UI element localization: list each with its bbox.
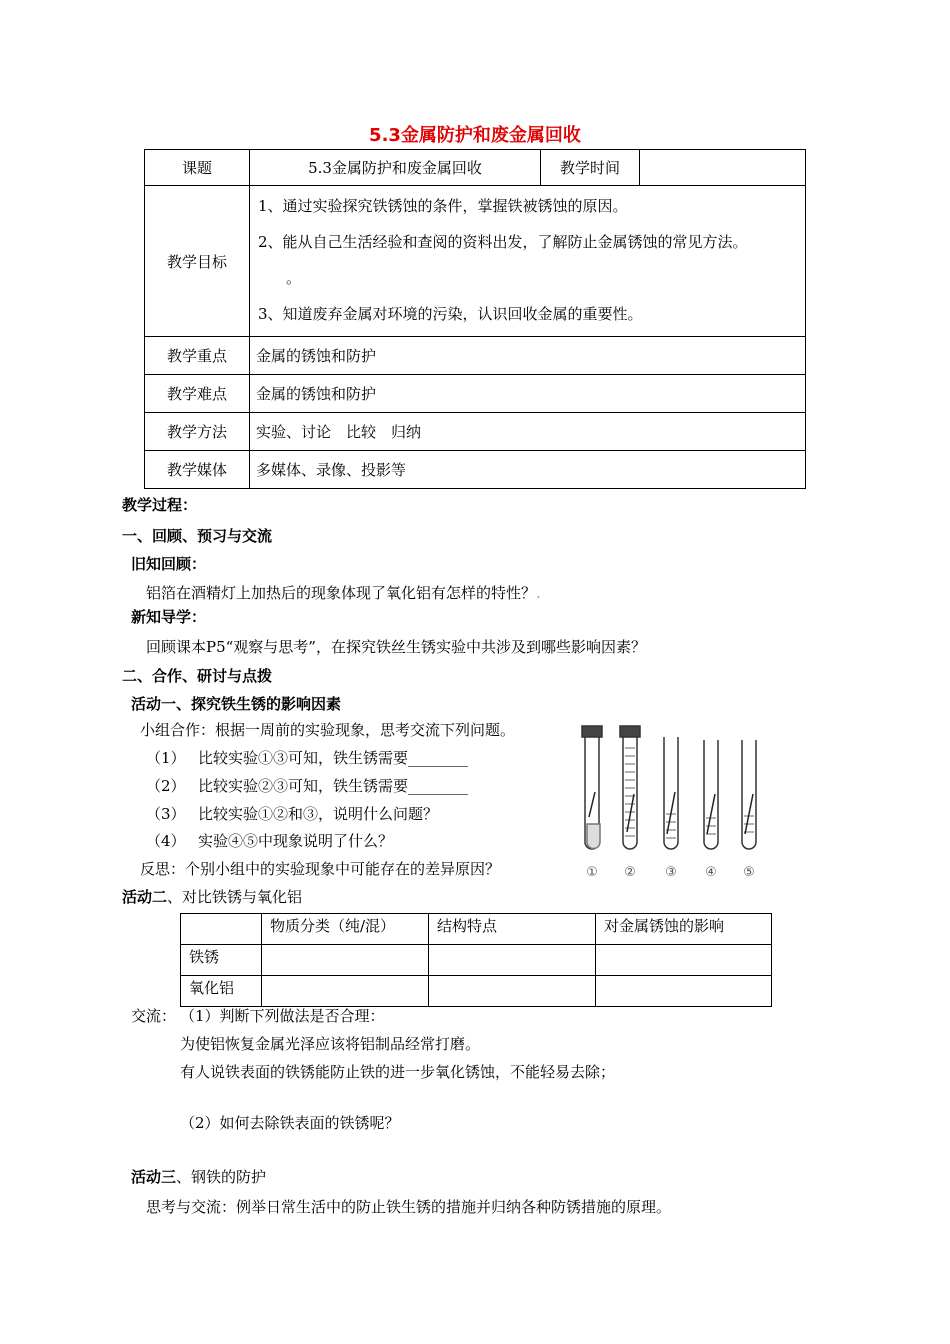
review-question (146, 582, 541, 603)
topic-label: 课题 (145, 150, 250, 186)
tube-label: ② (624, 865, 636, 880)
section-1-title: 一、回顾、预习与交流 (122, 527, 273, 545)
question-text: 比较实验②③可知，铁生锈需要________ (198, 777, 469, 795)
row-label: 铁锈 (181, 945, 262, 976)
iron-nail (707, 794, 715, 834)
activity-3-title-bold: 活动三 (131, 1168, 177, 1186)
iron-nail (667, 792, 675, 834)
row-value: 金属的锈蚀和防护 (250, 337, 806, 375)
comparison-table (180, 913, 772, 1007)
guide-title: 新知导学： (131, 608, 207, 626)
row-label: 教学媒体 (145, 451, 250, 489)
header-cell: 结构特点 (429, 914, 596, 945)
info-row-goals (145, 186, 806, 337)
page-title: 5.3金属防护和废金属回收 (369, 125, 581, 146)
test-tube-4 (704, 740, 718, 849)
water-lines (625, 748, 635, 836)
info-row (145, 413, 806, 451)
test-tube-2 (623, 737, 637, 849)
iron-nail (627, 794, 634, 832)
iron-nail (745, 794, 753, 834)
process-title: 教学过程： (122, 496, 198, 514)
question-text: 比较实验①②和③，说明什么问题？ (198, 805, 439, 823)
tube-label: ① (586, 865, 598, 880)
goal-item: 2、能从自己生活经验和查阅的资料出发，了解防止金属锈蚀的常见方法。 (258, 233, 748, 251)
header-cell (181, 914, 262, 945)
info-row (145, 451, 806, 489)
question-item (146, 775, 468, 796)
tube-label: ⑤ (743, 865, 755, 880)
iron-nail (589, 792, 595, 817)
tube-label: ④ (705, 865, 717, 880)
dot-mark: . (536, 584, 541, 602)
time-value (640, 150, 806, 186)
row-label: 氧化铝 (181, 976, 262, 1007)
activity-3-text: 思考与交流：例举日常生活中的防止铁生锈的措施并归纳各种防锈措施的原理。 (146, 1198, 672, 1216)
exchange-statement-a: 为使铝恢复金属光泽应该将铝制品经常打磨。 (180, 1035, 481, 1053)
cell (596, 976, 772, 1007)
review-title: 旧知回顾： (131, 555, 207, 573)
comparison-row (181, 945, 772, 976)
goal-item: 1、通过实验探究铁锈蚀的条件，掌握铁被锈蚀的原因。 (258, 197, 628, 215)
cell (596, 945, 772, 976)
row-label: 教学方法 (145, 413, 250, 451)
guide-question: 回顾课本P5“观察与思考”，在探究铁丝生锈实验中共涉及到哪些影响因素？ (146, 638, 646, 656)
drying-agent (587, 824, 600, 849)
activity-2-title-bold: 活动二 (122, 888, 168, 906)
row-label: 教学重点 (145, 337, 250, 375)
cell (262, 945, 429, 976)
goal-item: 。 (286, 269, 302, 287)
row-value: 金属的锈蚀和防护 (250, 375, 806, 413)
question-item (146, 747, 468, 768)
question-item (146, 803, 438, 824)
question-number: （1） (146, 749, 186, 767)
activity-3-title (131, 1166, 266, 1187)
activity-1-title (131, 693, 341, 714)
cell (262, 976, 429, 1007)
exchange-question-2: （2）如何去除铁表面的铁锈呢？ (180, 1114, 400, 1132)
test-tube-5 (742, 740, 756, 849)
question-number: （3） (146, 805, 186, 823)
reflection: 反思：个别小组中的实验现象中可能存在的差异原因？ (140, 860, 501, 878)
lesson-info-table (144, 149, 806, 489)
header-cell: 物质分类（纯/混） (262, 914, 429, 945)
section-2-title: 二、合作、研讨与点拨 (122, 667, 273, 685)
row-value: 多媒体、录像、投影等 (250, 451, 806, 489)
activity-1-intro: 小组合作：根据一周前的实验现象，思考交流下列问题。 (140, 721, 516, 739)
info-row (145, 337, 806, 375)
header-cell: 对金属锈蚀的影响 (596, 914, 772, 945)
activity-2-title-rest: 、对比铁锈与氧化铝 (167, 888, 303, 906)
stopper (620, 726, 640, 737)
activity-3-title-rest: 、钢铁的防护 (176, 1168, 267, 1186)
row-value: 实验、讨论 比较 归纳 (250, 413, 806, 451)
review-question-text: 铝箔在酒精灯上加热后的现象体现了氧化铝有怎样的特性？ (146, 584, 537, 602)
info-row-topic (145, 150, 806, 186)
goals-cell (250, 186, 806, 337)
row-label: 教学难点 (145, 375, 250, 413)
test-tube-3 (664, 737, 678, 849)
exchange-question-1: （1）判断下列做法是否合理： (180, 1007, 385, 1025)
cell (429, 945, 596, 976)
question-text: 实验④⑤中现象说明了什么？ (198, 832, 394, 850)
comparison-header-row (181, 914, 772, 945)
info-row (145, 375, 806, 413)
question-number: （4） (146, 832, 186, 850)
question-item (146, 830, 393, 851)
question-text: 比较实验①③可知，铁生锈需要________ (198, 749, 469, 767)
test-tubes-illustration (576, 722, 776, 884)
goal-item: 3、知道废弃金属对环境的污染，认识回收金属的重要性。 (258, 305, 643, 323)
stopper (582, 726, 602, 737)
activity-2-title (122, 886, 302, 907)
activity-1-title-text: 活动一、探究铁生锈的影响因素 (131, 695, 342, 713)
water-lines (666, 814, 676, 838)
question-number: （2） (146, 777, 186, 795)
topic-value: 5.3金属防护和废金属回收 (250, 150, 541, 186)
cell (429, 976, 596, 1007)
time-label: 教学时间 (541, 150, 640, 186)
tube-label: ③ (665, 865, 677, 880)
goals-label: 教学目标 (145, 186, 250, 337)
exchange-statement-b: 有人说铁表面的铁锈能防止铁的进一步氧化锈蚀，不能轻易去除； (180, 1063, 616, 1081)
exchange-label: 交流： (131, 1007, 177, 1025)
comparison-row (181, 976, 772, 1007)
